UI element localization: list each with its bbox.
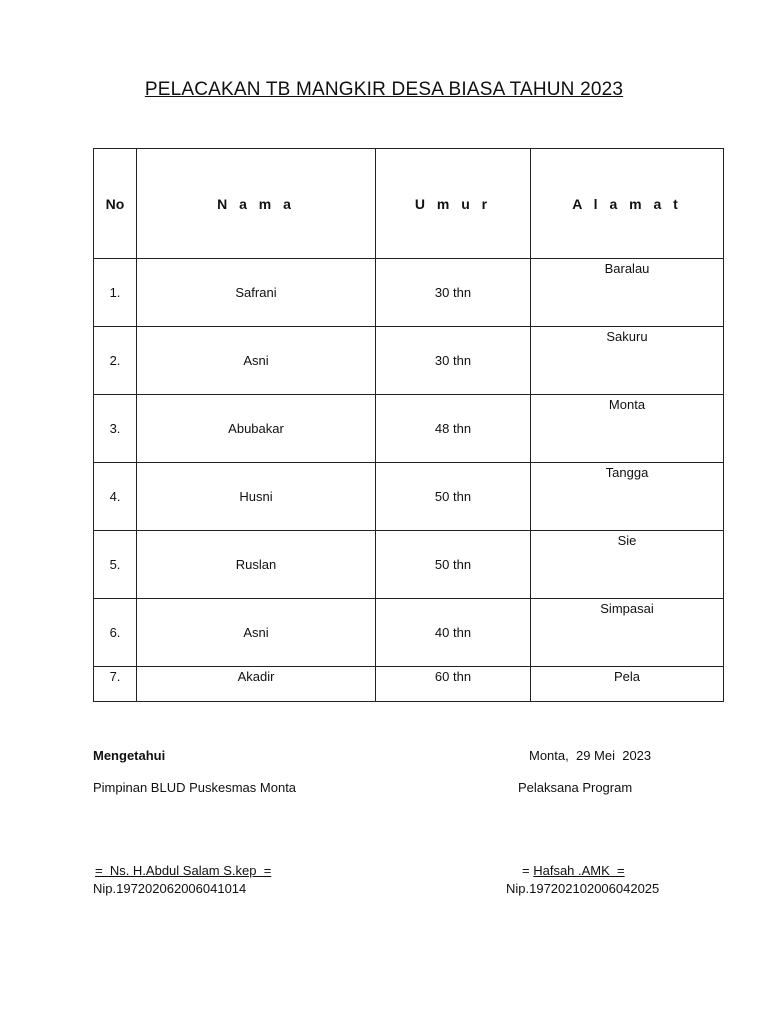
- cell-nama: Husni: [137, 463, 376, 531]
- right-signatory-nip: Nip.197202102006042025: [506, 881, 660, 896]
- cell-no: 2.: [94, 327, 137, 395]
- cell-alamat: Sakuru: [531, 327, 724, 395]
- acknowledged-label: Mengetahui: [93, 748, 166, 763]
- table-row: [94, 327, 724, 395]
- cell-no: 6.: [94, 599, 137, 667]
- header-umur: U m u r: [376, 149, 531, 259]
- place-date: Monta, 29 Mei 2023: [529, 748, 652, 763]
- cell-alamat: Simpasai: [531, 599, 724, 667]
- left-signatory-role: Pimpinan BLUD Puskesmas Monta: [93, 780, 297, 795]
- table-header-row: [94, 149, 724, 259]
- left-signatory-nip: Nip.197202062006041014: [93, 881, 247, 896]
- right-signatory-name: [522, 863, 625, 878]
- cell-umur: 50 thn: [376, 463, 531, 531]
- document-title: PELACAKAN TB MANGKIR DESA BIASA TAHUN 2023: [144, 79, 624, 100]
- cell-umur: 60 thn: [376, 667, 531, 702]
- right-signatory-role: Pelaksana Program: [518, 780, 633, 795]
- cell-nama: Akadir: [137, 667, 376, 702]
- header-no: No: [94, 149, 137, 259]
- cell-alamat: Sie: [531, 531, 724, 599]
- cell-no: 5.: [94, 531, 137, 599]
- cell-nama: Asni: [137, 599, 376, 667]
- cell-alamat: Monta: [531, 395, 724, 463]
- cell-no: 4.: [94, 463, 137, 531]
- table-row: [94, 667, 724, 702]
- name-prefix: =: [522, 863, 534, 878]
- left-signatory-name: = Ns. H.Abdul Salam S.kep =: [95, 863, 272, 878]
- cell-umur: 48 thn: [376, 395, 531, 463]
- tracking-table: [93, 148, 724, 702]
- right-signatory-name-text: Hafsah .AMK =: [533, 863, 625, 878]
- table-row: [94, 463, 724, 531]
- header-nama: N a m a: [137, 149, 376, 259]
- cell-no: 1.: [94, 259, 137, 327]
- cell-umur: 30 thn: [376, 259, 531, 327]
- cell-nama: Asni: [137, 327, 376, 395]
- cell-no: 7.: [94, 667, 137, 702]
- cell-nama: Ruslan: [137, 531, 376, 599]
- cell-umur: 50 thn: [376, 531, 531, 599]
- cell-alamat: Tangga: [531, 463, 724, 531]
- table-row: [94, 395, 724, 463]
- cell-no: 3.: [94, 395, 137, 463]
- cell-nama: Safrani: [137, 259, 376, 327]
- cell-umur: 40 thn: [376, 599, 531, 667]
- cell-nama: Abubakar: [137, 395, 376, 463]
- table-row: [94, 531, 724, 599]
- table-row: [94, 259, 724, 327]
- cell-umur: 30 thn: [376, 327, 531, 395]
- cell-alamat: Baralau: [531, 259, 724, 327]
- table-row: [94, 599, 724, 667]
- header-alamat: A l a m a t: [531, 149, 724, 259]
- cell-alamat: Pela: [531, 667, 724, 702]
